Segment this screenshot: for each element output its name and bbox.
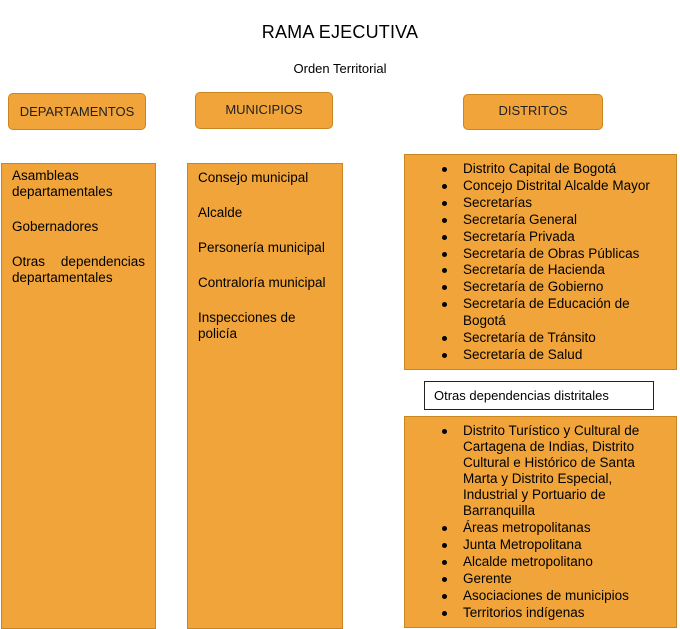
municipios-item: Consejo municipal — [198, 170, 309, 185]
distrito-capital-list — [405, 161, 666, 364]
departamentos-item: Gobernadores — [12, 219, 99, 234]
list-item: Alcalde metropolitano — [463, 554, 666, 570]
list-item: Territorios indígenas — [463, 605, 666, 621]
municipios-column — [187, 163, 343, 629]
header-departamentos-label: DEPARTAMENTOS — [19, 104, 135, 119]
municipios-item: Alcalde — [198, 205, 243, 220]
distritos-especiales-list — [405, 423, 666, 621]
header-distritos — [463, 94, 603, 130]
list-item: Secretaría de Salud — [463, 347, 666, 364]
list-item: Secretaría de Hacienda — [463, 262, 666, 279]
list-item: Junta Metropolitana — [463, 537, 666, 553]
list-item: Áreas metropolitanas — [463, 520, 666, 536]
list-item: Distrito Turístico y Cultural de Cartagena de Indias, Distrito Cultural e Histórico de Santa Marta y Distrito Especial, Industrial y Portuario de Barranquilla — [463, 423, 666, 519]
distritos-especiales-box — [404, 416, 677, 628]
departamentos-item: Asambleas departamentales — [12, 168, 113, 199]
list-item: Concejo Distrital Alcalde Mayor — [463, 178, 666, 195]
departamentos-item: Otras dependencias departamentales — [12, 254, 145, 285]
diagram-title: RAMA EJECUTIVA — [261, 22, 419, 42]
municipios-item: Contraloría municipal — [198, 275, 326, 290]
list-item: Gerente — [463, 571, 666, 587]
header-municipios — [195, 92, 333, 129]
distrito-capital-box — [404, 154, 677, 370]
list-item: Distrito Capital de Bogotá — [463, 161, 666, 178]
municipios-item: Inspecciones de policía — [198, 310, 296, 341]
list-item: Secretaría de Educación de Bogotá — [463, 296, 666, 330]
header-departamentos — [8, 93, 146, 130]
header-distritos-label: DISTRITOS — [498, 102, 568, 118]
header-municipios-label: MUNICIPIOS — [225, 102, 303, 117]
list-item: Secretarías — [463, 195, 666, 212]
list-item: Secretaría de Tránsito — [463, 330, 666, 347]
list-item: Asociaciones de municipios — [463, 588, 666, 604]
otras-dependencias-box: Otras dependencias distritales — [424, 381, 654, 410]
diagram-subtitle: Orden Territorial — [293, 61, 387, 76]
municipios-item: Personería municipal — [198, 240, 325, 255]
list-item: Secretaría de Gobierno — [463, 279, 666, 296]
list-item: Secretaría General — [463, 212, 666, 229]
list-item: Secretaría Privada — [463, 229, 666, 246]
departamentos-column — [1, 163, 156, 629]
list-item: Secretaría de Obras Públicas — [463, 246, 666, 263]
